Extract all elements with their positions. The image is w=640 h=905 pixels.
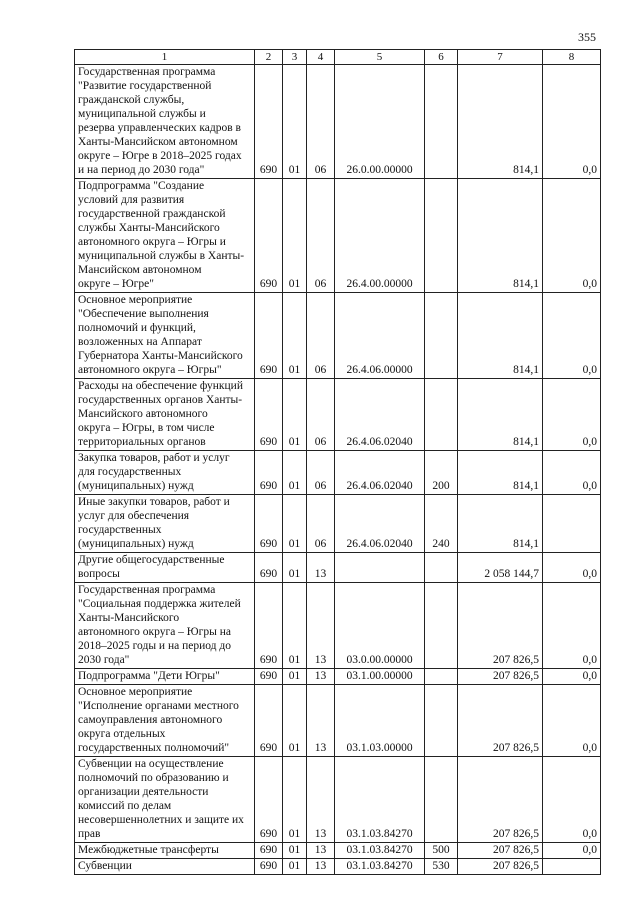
code-cell: 690 — [255, 553, 283, 583]
amount-2-cell — [543, 495, 601, 553]
expense-type-cell: 240 — [425, 495, 458, 553]
code-cell: 690 — [255, 583, 283, 669]
table-row — [75, 553, 601, 583]
subsection-cell: 13 — [307, 685, 335, 757]
table-row — [75, 757, 601, 843]
expense-type-cell — [425, 379, 458, 451]
section-cell: 01 — [283, 451, 307, 495]
subsection-cell: 06 — [307, 495, 335, 553]
target-article-cell: 03.1.03.84270 — [335, 843, 425, 859]
row-name-cell: Закупка товаров, работ и услуг для государственных (муниципальных) нужд — [75, 451, 255, 495]
subsection-cell: 06 — [307, 179, 335, 293]
amount-cell: 207 826,5 — [458, 757, 543, 843]
subsection-cell: 06 — [307, 451, 335, 495]
subsection-cell: 13 — [307, 859, 335, 875]
column-header: 5 — [335, 50, 425, 65]
section-cell: 01 — [283, 843, 307, 859]
row-name-cell: Государственная программа "Социальная поддержка жителей Ханты-Мансийского автономного округа – Югры на 2018–2025 годы и на период до 2030 года" — [75, 583, 255, 669]
subsection-cell: 13 — [307, 583, 335, 669]
column-header: 8 — [543, 50, 601, 65]
amount-2-cell: 0,0 — [543, 553, 601, 583]
subsection-cell: 13 — [307, 843, 335, 859]
target-article-cell: 26.0.00.00000 — [335, 65, 425, 179]
code-cell: 690 — [255, 669, 283, 685]
page-number: 355 — [578, 30, 596, 44]
expense-type-cell — [425, 669, 458, 685]
amount-2-cell: 0,0 — [543, 669, 601, 685]
section-cell: 01 — [283, 859, 307, 875]
amount-cell: 207 826,5 — [458, 583, 543, 669]
column-header: 4 — [307, 50, 335, 65]
column-header: 3 — [283, 50, 307, 65]
table-row — [75, 843, 601, 859]
expense-type-cell: 500 — [425, 843, 458, 859]
expense-type-cell: 200 — [425, 451, 458, 495]
table-row — [75, 669, 601, 685]
row-name-cell: Субвенции — [75, 859, 255, 875]
target-article-cell: 26.4.06.02040 — [335, 451, 425, 495]
subsection-cell: 06 — [307, 65, 335, 179]
row-name-cell: Расходы на обеспечение функций государственных органов Ханты- Мансийского автономного округа – Югры, в том числе территориальных органов — [75, 379, 255, 451]
section-cell: 01 — [283, 293, 307, 379]
subsection-cell: 13 — [307, 757, 335, 843]
section-cell: 01 — [283, 495, 307, 553]
expense-type-cell — [425, 553, 458, 583]
amount-cell: 814,1 — [458, 451, 543, 495]
amount-cell: 207 826,5 — [458, 843, 543, 859]
table-row — [75, 495, 601, 553]
table-row — [75, 179, 601, 293]
section-cell: 01 — [283, 685, 307, 757]
target-article-cell: 03.1.03.84270 — [335, 757, 425, 843]
amount-2-cell: 0,0 — [543, 179, 601, 293]
section-cell: 01 — [283, 179, 307, 293]
code-cell: 690 — [255, 495, 283, 553]
section-cell: 01 — [283, 583, 307, 669]
row-name-cell: Иные закупки товаров, работ и услуг для обеспечения государственных (муниципальных) нужд — [75, 495, 255, 553]
section-cell: 01 — [283, 757, 307, 843]
target-article-cell: 26.4.06.00000 — [335, 293, 425, 379]
row-name-cell: Государственная программа "Развитие государственной гражданской службы, муниципальной службы и резерва управленческих кадров в Ханты-Мансийском автономном округе – Югре в 2018–2025 годах и на период до 2030 года" — [75, 65, 255, 179]
column-header: 6 — [425, 50, 458, 65]
amount-cell: 814,1 — [458, 179, 543, 293]
subsection-cell: 13 — [307, 553, 335, 583]
section-cell: 01 — [283, 553, 307, 583]
amount-2-cell: 0,0 — [543, 843, 601, 859]
row-name-cell: Основное мероприятие "Обеспечение выполнения полномочий и функций, возложенных на Аппарат Губернатора Ханты-Мансийского автономного округа – Югры" — [75, 293, 255, 379]
code-cell: 690 — [255, 451, 283, 495]
section-cell: 01 — [283, 379, 307, 451]
code-cell: 690 — [255, 757, 283, 843]
table-row — [75, 65, 601, 179]
row-name-cell: Подпрограмма "Дети Югры" — [75, 669, 255, 685]
subsection-cell: 06 — [307, 293, 335, 379]
expense-type-cell — [425, 65, 458, 179]
target-article-cell: 03.0.00.00000 — [335, 583, 425, 669]
amount-cell: 814,1 — [458, 65, 543, 179]
column-header: 2 — [255, 50, 283, 65]
table-row — [75, 685, 601, 757]
table-row — [75, 859, 601, 875]
expense-type-cell — [425, 583, 458, 669]
code-cell: 690 — [255, 379, 283, 451]
amount-cell: 2 058 144,7 — [458, 553, 543, 583]
code-cell: 690 — [255, 179, 283, 293]
expense-type-cell — [425, 685, 458, 757]
code-cell: 690 — [255, 65, 283, 179]
amount-cell: 207 826,5 — [458, 669, 543, 685]
code-cell: 690 — [255, 843, 283, 859]
target-article-cell: 03.1.00.00000 — [335, 669, 425, 685]
expense-type-cell: 530 — [425, 859, 458, 875]
budget-table — [74, 49, 601, 875]
table-row — [75, 451, 601, 495]
target-article-cell: 03.1.03.00000 — [335, 685, 425, 757]
amount-2-cell: 0,0 — [543, 65, 601, 179]
amount-cell: 207 826,5 — [458, 859, 543, 875]
section-cell: 01 — [283, 669, 307, 685]
code-cell: 690 — [255, 685, 283, 757]
target-article-cell: 03.1.03.84270 — [335, 859, 425, 875]
subsection-cell: 06 — [307, 379, 335, 451]
amount-2-cell: 0,0 — [543, 583, 601, 669]
amount-2-cell: 0,0 — [543, 293, 601, 379]
amount-2-cell: 0,0 — [543, 451, 601, 495]
expense-type-cell — [425, 179, 458, 293]
code-cell: 690 — [255, 859, 283, 875]
amount-cell: 814,1 — [458, 379, 543, 451]
amount-cell: 814,1 — [458, 495, 543, 553]
target-article-cell: 26.4.06.02040 — [335, 379, 425, 451]
table-row — [75, 293, 601, 379]
code-cell: 690 — [255, 293, 283, 379]
column-header: 1 — [75, 50, 255, 65]
row-name-cell: Межбюджетные трансферты — [75, 843, 255, 859]
amount-cell: 207 826,5 — [458, 685, 543, 757]
table-row — [75, 583, 601, 669]
row-name-cell: Субвенции на осуществление полномочий по образованию и организации деятельности комиссий по делам несовершеннолетних и защите их прав — [75, 757, 255, 843]
column-header: 7 — [458, 50, 543, 65]
row-name-cell: Подпрограмма "Создание условий для развития государственной гражданской службы Ханты-Мансийского автономного округа – Югры и муниципальной службы в Ханты- Мансийском автономном округе – Югре" — [75, 179, 255, 293]
expense-type-cell — [425, 757, 458, 843]
table-row — [75, 379, 601, 451]
amount-2-cell — [543, 859, 601, 875]
amount-2-cell: 0,0 — [543, 379, 601, 451]
amount-2-cell: 0,0 — [543, 757, 601, 843]
subsection-cell: 13 — [307, 669, 335, 685]
amount-cell: 814,1 — [458, 293, 543, 379]
target-article-cell: 26.4.00.00000 — [335, 179, 425, 293]
row-name-cell: Основное мероприятие "Исполнение органами местного самоуправления автономного округа отдельных государственных полномочий" — [75, 685, 255, 757]
section-cell: 01 — [283, 65, 307, 179]
table-header-row — [75, 50, 601, 65]
amount-2-cell: 0,0 — [543, 685, 601, 757]
target-article-cell — [335, 553, 425, 583]
expense-type-cell — [425, 293, 458, 379]
row-name-cell: Другие общегосударственные вопросы — [75, 553, 255, 583]
target-article-cell: 26.4.06.02040 — [335, 495, 425, 553]
